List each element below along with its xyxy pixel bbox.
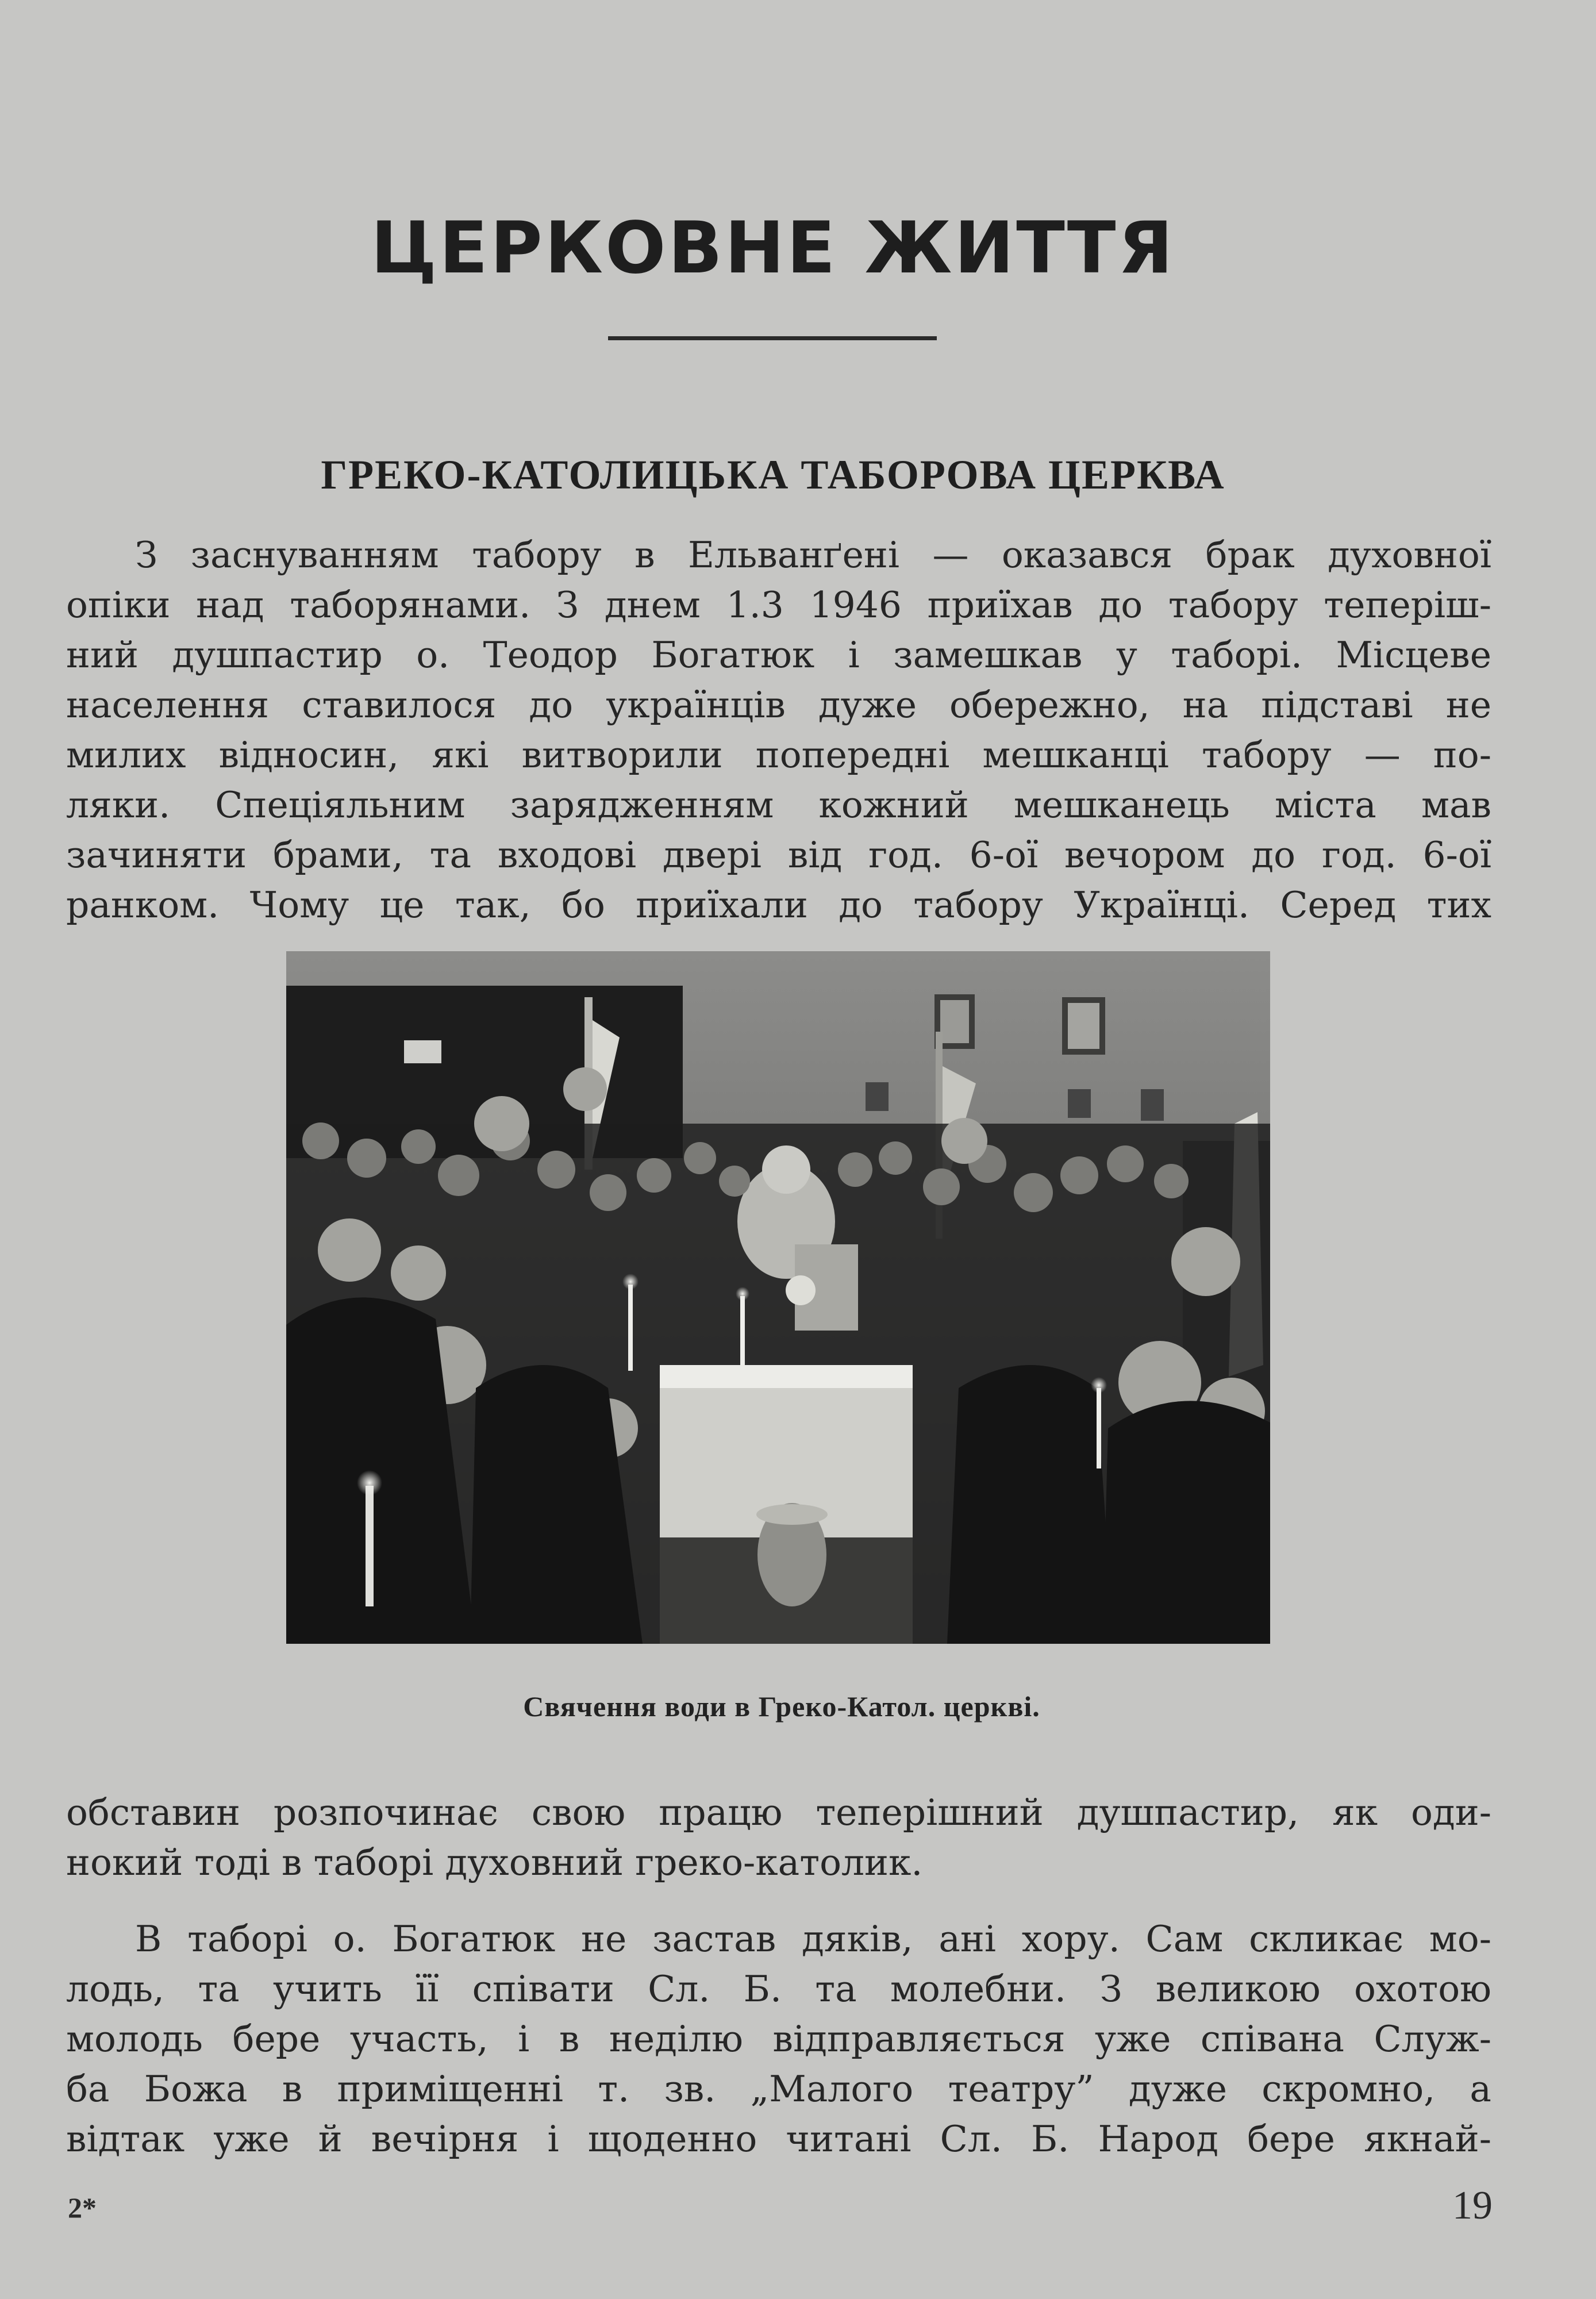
text-line: милих відносин, які витворили попередні мешканці табору — по-	[66, 734, 1491, 776]
text-line: обставин розпочинає свою працю теперішний душпастир, як оди-	[66, 1791, 1491, 1833]
church-photo-illustration	[286, 951, 1270, 1644]
text-line: нокий тоді в таборі духовний греко-католик.	[66, 1841, 923, 1883]
text-line: опіки над таборянами. З днем 1.3 1946 приїхав до табору теперіш-	[66, 584, 1491, 626]
paragraph-3	[66, 1914, 1491, 2164]
text-line: З заснуванням табору в Ельванґені — оказався брак духовної	[135, 534, 1491, 576]
signature-mark: 2*	[68, 2192, 97, 2224]
text-line: молодь бере участь, і в неділю відправляється уже співана Служ-	[66, 2018, 1491, 2060]
paragraph-2	[66, 1787, 1491, 1887]
church-photo	[286, 951, 1270, 1644]
page-number: 19	[1452, 2183, 1493, 2228]
text-line: ба Божа в приміщенні т. зв. „Малого театру” дуже скромно, а	[66, 2068, 1491, 2110]
text-line: ний душпастир о. Теодор Богатюк і замешкав у таборі. Місцеве	[66, 634, 1491, 676]
text-line: ранком. Чому це так, бо приїхали до табору Українці. Серед тих	[66, 884, 1491, 926]
text-line: лодь, та учить її співати Сл. Б. та молебни. З великою охотою	[66, 1968, 1491, 2010]
text-line: В таборі о. Богатюк не застав дяків, ані хору. Сам скликає мо-	[135, 1918, 1491, 1960]
section-heading: ГРЕКО-КАТОЛИЦЬКА ТАБОРОВА ЦЕРКВА	[321, 452, 1225, 498]
photo-caption: Свячення води в Греко-Катол. церкві.	[523, 1690, 1040, 1723]
page-title: ЦЕРКОВНЕ ЖИТТЯ	[371, 207, 1175, 290]
title-underline	[608, 336, 937, 340]
text-line: населення ставилося до українців дуже обережно, на підставі не	[66, 684, 1491, 726]
paragraph-1	[66, 530, 1491, 930]
text-line: відтак уже й вечірня і щоденно читані Сл. Б. Народ бере якнай-	[66, 2118, 1491, 2160]
text-line: зачиняти брами, та входові двері від год. 6-ої вечором до год. 6-ої	[66, 834, 1491, 876]
text-line: ляки. Спеціяльним зарядженням кожний мешканець міста мав	[66, 784, 1491, 826]
